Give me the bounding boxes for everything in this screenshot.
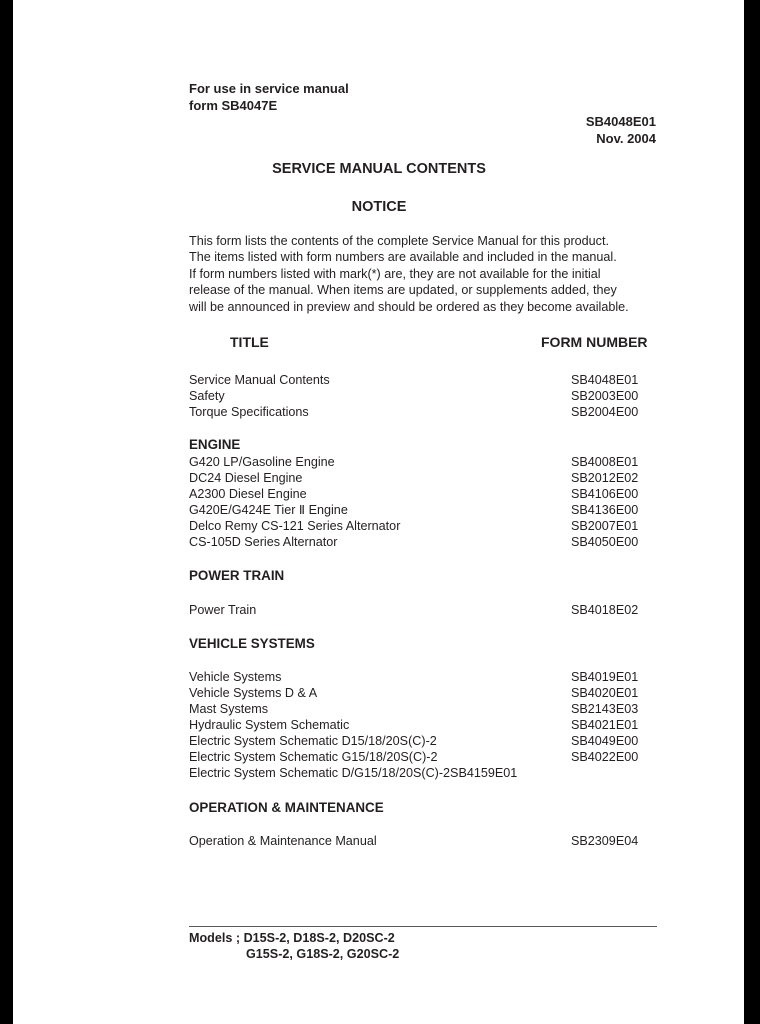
item-form-number: SB2012E02 (571, 471, 639, 485)
item-form-number: SB4048E01 (571, 373, 639, 387)
models-line-2: G15S-2, G18S-2, G20SC-2 (246, 946, 400, 961)
column-header-form-number: FORM NUMBER (541, 334, 648, 350)
item-title: Torque Specifications (189, 405, 309, 419)
contents-row (189, 534, 659, 550)
contents-row (189, 518, 659, 534)
contents-row (189, 502, 659, 518)
item-form-number: SB4018E02 (571, 603, 639, 617)
item-title: CS-105D Series Alternator (189, 535, 338, 549)
usage-note-line-1: For use in service manual (189, 81, 349, 96)
item-form-number: SB4019E01 (571, 670, 639, 684)
usage-note (189, 80, 349, 114)
item-title: Hydraulic System Schematic (189, 718, 350, 732)
form-number: SB4048E01 (585, 114, 656, 129)
contents-row (189, 717, 659, 733)
notice-title: NOTICE (351, 199, 407, 215)
usage-note-line-2: form SB4047E (189, 98, 278, 113)
item-title: Safety (189, 389, 225, 403)
notice-line: release of the manual. When items are updated, or supplements added, they (189, 283, 617, 298)
item-title: Service Manual Contents (189, 373, 330, 387)
notice-body (189, 233, 669, 315)
item-title: Power Train (189, 603, 257, 617)
contents-row (189, 685, 659, 701)
contents-row (189, 388, 659, 404)
item-form-number: SB4106E00 (571, 487, 639, 501)
item-form-number: SB2004E00 (571, 405, 639, 419)
item-form-number: SB2309E04 (571, 834, 639, 848)
item-form-number: SB2007E01 (571, 519, 639, 533)
contents-row (189, 701, 659, 717)
item-form-number: SB4050E00 (571, 535, 639, 549)
item-title: Electric System Schematic D/G15/18/20S(C)-2SB4159E01 (189, 766, 518, 780)
item-title: Mast Systems (189, 702, 269, 716)
section-heading-vehicle-systems: VEHICLE SYSTEMS (189, 636, 315, 651)
item-form-number: SB2143E03 (571, 702, 639, 716)
notice-line: If form numbers listed with mark(*) are, they are not available for the initial (189, 266, 601, 281)
item-form-number: SB4022E00 (571, 750, 639, 764)
item-form-number: SB4008E01 (571, 455, 639, 469)
item-title: A2300 Diesel Engine (189, 487, 307, 501)
item-title: G420E/G424E Tier Ⅱ Engine (189, 503, 348, 517)
item-title: Electric System Schematic D15/18/20S(C)-2 (189, 734, 437, 748)
item-form-number: SB2003E00 (571, 389, 639, 403)
contents-row (189, 765, 659, 781)
contents-row (189, 470, 659, 486)
contents-row (189, 602, 659, 618)
item-title: Operation & Maintenance Manual (189, 834, 377, 848)
models-list (189, 931, 399, 962)
contents-row (189, 833, 659, 849)
document-title: SERVICE MANUAL CONTENTS (272, 161, 486, 177)
contents-row (189, 486, 659, 502)
contents-row (189, 372, 659, 388)
contents-row (189, 404, 659, 420)
document-page (13, 0, 744, 1024)
footer-divider (189, 926, 657, 927)
item-title: Vehicle Systems (189, 670, 282, 684)
section-heading-power-train: POWER TRAIN (189, 568, 285, 583)
item-title: DC24 Diesel Engine (189, 471, 303, 485)
models-line-1: Models ; D15S-2, D18S-2, D20SC-2 (189, 931, 395, 945)
column-header-title: TITLE (230, 334, 269, 350)
contents-row (189, 733, 659, 749)
notice-line: The items listed with form numbers are available and included in the manual. (189, 250, 617, 265)
item-form-number: SB4021E01 (571, 718, 639, 732)
publication-date: Nov. 2004 (596, 131, 656, 146)
item-form-number: SB4136E00 (571, 503, 639, 517)
form-info (586, 113, 656, 147)
contents-row (189, 669, 659, 685)
notice-line: This form lists the contents of the complete Service Manual for this product. (189, 234, 609, 248)
item-title: Vehicle Systems D & A (189, 686, 318, 700)
item-form-number: SB4049E00 (571, 734, 639, 748)
contents-row (189, 749, 659, 765)
contents-row (189, 454, 659, 470)
item-title: Electric System Schematic G15/18/20S(C)-2 (189, 750, 438, 764)
item-form-number: SB4020E01 (571, 686, 639, 700)
section-heading-operation-maintenance: OPERATION & MAINTENANCE (189, 800, 384, 815)
section-heading-engine: ENGINE (189, 437, 241, 452)
notice-line: will be announced in preview and should be ordered as they become available. (189, 299, 629, 314)
item-title: Delco Remy CS-121 Series Alternator (189, 519, 401, 533)
item-title: G420 LP/Gasoline Engine (189, 455, 335, 469)
